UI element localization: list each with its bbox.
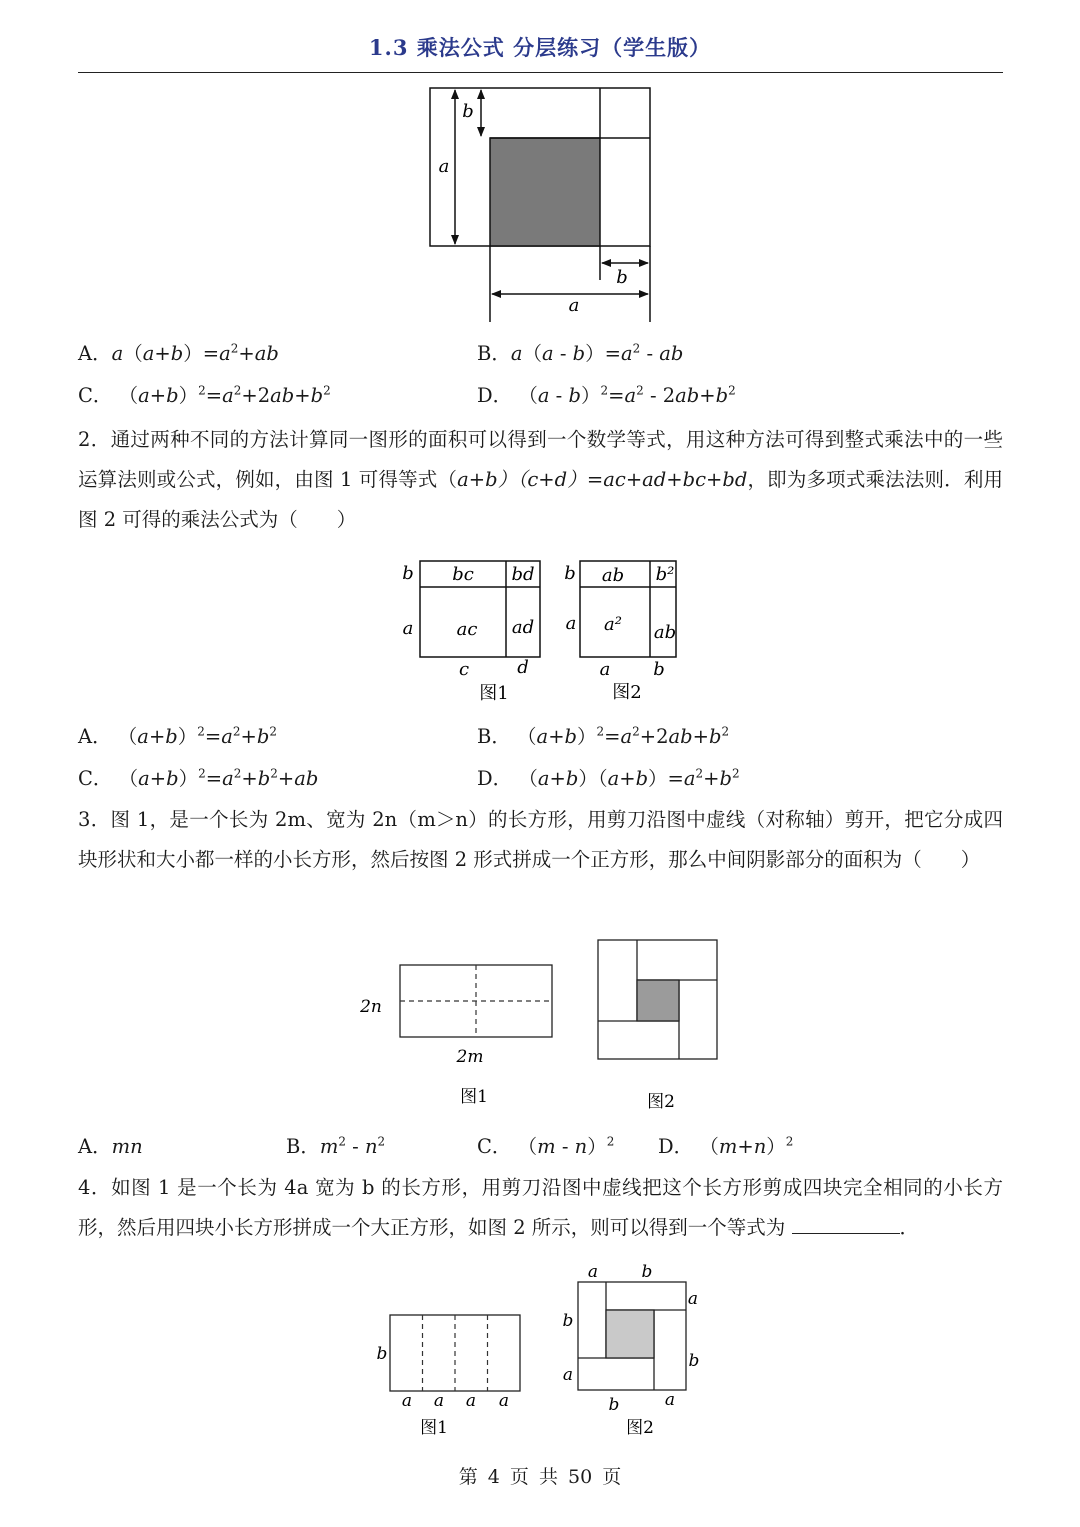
q2-fig2-cell-ab-right: ab	[653, 622, 677, 643]
q2-fig1-bottom-c: c	[458, 659, 470, 680]
q2-fig2	[564, 561, 676, 703]
q4-fig2-label-bottom-a: a	[664, 1390, 676, 1410]
q2-fig1-bottom-d: d	[517, 657, 529, 678]
q3-fig2	[598, 940, 717, 1112]
q2-fig2-caption: 图2	[612, 682, 642, 703]
q4-stem: 4．如图 1 是一个长为 4a 宽为 b 的长方形，用剪刀沿图中虚线把这个长方形剪成四块完全相同的小长方形，然后用四块小长方形拼成一个大正方形，如图 2 所示，则可以得到一个等式为 ．	[78, 1176, 1003, 1239]
q1-shaded-square	[490, 138, 600, 246]
q2-fig2-cell-ab-top: ab	[601, 565, 625, 586]
q1-option-a[interactable]: A．$a(a+b)=a^2+ab$	[78, 341, 279, 365]
q4-fig2-label-top-b: b	[641, 1262, 653, 1282]
q4-fig2-caption: 图2	[626, 1418, 654, 1438]
q2-fig2-left-b: b	[564, 563, 576, 584]
q4-fig2	[563, 1262, 700, 1438]
q1-label-b-bottom: b	[616, 267, 628, 288]
q4-fig2-label-right-a: a	[687, 1289, 699, 1309]
q3-option-b[interactable]: B．$m^2 - n^2$	[286, 1134, 386, 1158]
q3-figure	[355, 930, 725, 1120]
q3-stem: 3．图 1，是一个长为 2m、宽为 2n（m＞n）的长方形，用剪刀沿图中虚线（对称轴）剪开，把它分成四块形状和大小都一样的小长方形，然后按图 2 形式拼成一个正方形，那么中间阴影部分的面积为（ ）	[78, 808, 1003, 871]
q2-fig1-cell-bd: bd	[511, 564, 535, 585]
q1-label-b-top: b	[462, 101, 474, 122]
q2-fig2-bottom-b: b	[653, 659, 665, 680]
q4-fig2-label-right-b: b	[688, 1351, 700, 1371]
q4-fig1-bottom-a2: a	[433, 1391, 445, 1411]
q1-option-c[interactable]: C． $(a+b)^2=a^2+2ab+b^2$	[78, 383, 331, 407]
q3-fig1-caption: 图1	[460, 1087, 488, 1107]
q3-fig2-shaded-square	[637, 980, 679, 1021]
q4-figure	[370, 1258, 710, 1443]
q4-fig1-caption: 图1	[420, 1418, 448, 1438]
q4-fig2-label-bottom-b: b	[608, 1395, 620, 1415]
q4-fig2-shaded-square	[606, 1310, 654, 1358]
q2-fig1-cell-ad: ad	[511, 617, 535, 638]
q4-fig1-bottom-a1: a	[401, 1391, 413, 1411]
q2-stem: 2．通过两种不同的方法计算同一图形的面积可以得到一个数学等式，用这种方法可得到整式乘法中的一些运算法则或公式，例如，由图 1 可得等式（a+b）（c+d）=ac+ad+bc+bd，即为多项式乘法法则．利用图 2 可得的乘法公式为（ ）	[78, 428, 1003, 531]
q3-fig1	[359, 965, 552, 1107]
q3-option-d[interactable]: D． $(m+n)^2$	[658, 1134, 794, 1158]
q2-option-a[interactable]: A． $(a+b)^2=a^2+b^2$	[78, 724, 278, 748]
q1-option-d[interactable]: D． $(a - b)^2=a^2 - 2ab+b^2$	[477, 383, 736, 407]
page-title: 1.3 乘法公式 分层练习（学生版）	[368, 35, 712, 60]
q3-fig1-width-label: 2m	[456, 1047, 484, 1067]
q1-figure	[420, 82, 670, 327]
q3-option-a[interactable]: A．mn	[78, 1135, 143, 1158]
q3-fig2-caption: 图2	[647, 1092, 675, 1112]
q2-figure	[395, 557, 690, 707]
q2-fig1-caption: 图1	[479, 683, 509, 704]
q2-fig2-left-a: a	[565, 613, 577, 634]
q2-option-c[interactable]: C． $(a+b)^2=a^2+b^2+ab$	[78, 766, 319, 790]
q2-fig2-cell-a2: a²	[604, 614, 622, 635]
header-divider	[78, 72, 1003, 73]
q2-fig1-cell-ac: ac	[456, 619, 478, 640]
q2-option-d[interactable]: D． $(a+b)(a+b)=a^2+b^2$	[477, 766, 740, 790]
q4-fig2-label-left-b: b	[562, 1311, 574, 1331]
q3-fig1-height-label: 2n	[360, 997, 382, 1017]
q2-fig1-cell-bc: bc	[452, 564, 474, 585]
q4-fig2-label-top-a: a	[587, 1262, 599, 1282]
q4-fig1-height-label: b	[376, 1344, 388, 1364]
q1-label-a-bottom: a	[568, 295, 580, 316]
q4-fig2-label-left-a: a	[562, 1365, 574, 1385]
q3-option-c[interactable]: C． （m - n）$^2$	[477, 1134, 615, 1158]
q4-fig1	[377, 1315, 520, 1438]
q2-fig1-left-a: a	[402, 618, 414, 639]
q2-fig1-left-b: b	[402, 563, 414, 584]
page-number: 第 4 页 共 50 页	[458, 1466, 622, 1488]
q2-fig2-cell-b2: b²	[655, 564, 675, 585]
q1-label-a-left: a	[438, 156, 450, 177]
q1-option-b[interactable]: B．$a(a - b)=a^2$ - ab	[477, 341, 684, 365]
q4-fig1-bottom-a4: a	[498, 1391, 510, 1411]
q4-fig1-bottom-a3: a	[465, 1391, 477, 1411]
q2-fig1	[402, 561, 540, 704]
q2-option-b[interactable]: B． $(a+b)^2=a^2+2ab+b^2$	[477, 724, 730, 748]
q4-answer-blank[interactable]	[792, 1213, 900, 1234]
q2-fig2-bottom-a: a	[599, 659, 611, 680]
